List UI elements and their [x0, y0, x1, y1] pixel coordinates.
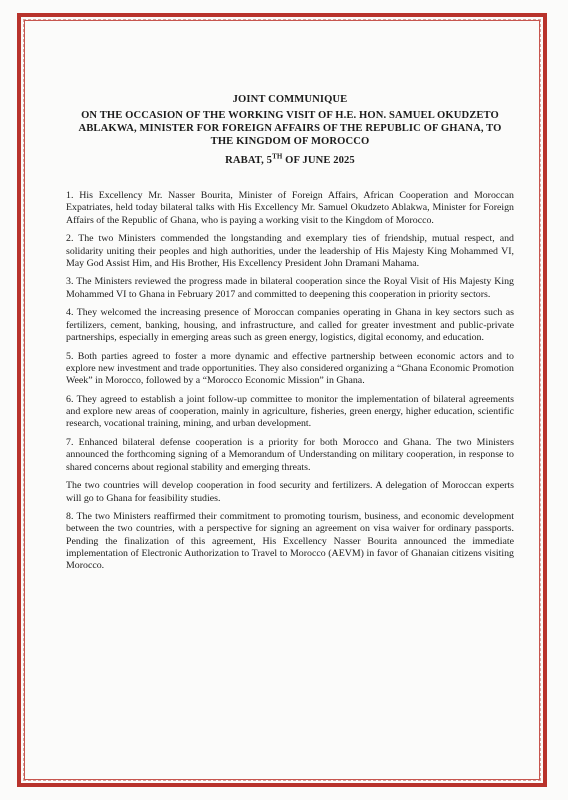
document-date	[66, 154, 514, 167]
date-prefix: RABAT, 5	[225, 155, 273, 166]
paragraph-6: 6. They agreed to establish a joint follow-up committee to monitor the implementation of bilateral agreements and explore new areas of cooperation, mainly in agriculture, fisheries, green energy, higher education, scientific research, vocational training, mining, and urban development.	[66, 393, 514, 430]
date-suffix: OF JUNE 2025	[282, 155, 355, 166]
paragraph-1: 1. His Excellency Mr. Nasser Bourita, Minister of Foreign Affairs, African Cooperation and Moroccan Expatriates, held today bilateral talks with His Excellency Mr. Samuel Okudzeto Ablakwa, Minister for Foreign Affairs of the Republic of Ghana, who is paying a working visit to the Kingdom of Morocco.	[66, 190, 514, 226]
date-superscript: TH	[272, 152, 283, 161]
paragraph-7: 7. Enhanced bilateral defense cooperation is a priority for both Morocco and Ghana. The two Ministers announced the forthcoming signing of a Memorandum of Understanding on military cooperation, in response to shared concerns about regional stability and emerging threats.	[66, 436, 514, 473]
paragraph-food-security: The two countries will develop cooperation in food security and fertilizers. A delegation of Moroccan experts will go to Ghana for feasibility studies.	[66, 480, 514, 504]
document-header	[66, 93, 514, 167]
paragraph-2: 2. The two Ministers commended the longstanding and exemplary ties of friendship, mutual respect, and solidarity uniting their peoples and high authorities, under the leadership of His Majesty King Mohammed VI, May God Assist Him, and His Brother, His Excellency President John Dramani Mahama.	[66, 233, 514, 269]
document-body	[66, 93, 514, 579]
document-title: JOINT COMMUNIQUE	[232, 94, 348, 105]
paragraph-4: 4. They welcomed the increasing presence of Moroccan companies operating in Ghana in key sectors such as fertilizers, cement, banking, housing, and infrastructure, and called for greater investment and public-private partnerships, especially in emerging areas such as green energy, logistics, digital economy, and education.	[66, 307, 514, 343]
paragraph-8: 8. The two Ministers reaffirmed their commitment to promoting tourism, business, and economic development between the two countries, with a perspective for signing an agreement on visa waiver for ordinary passports. Pending the finalization of this agreement, His Excellency Nasser Bourita announced the immediate implementation of Electronic Authorization to Travel to Morocco (AEVM) in favor of Ghanaian citizens visiting Morocco.	[66, 511, 514, 572]
paragraph-5: 5. Both parties agreed to foster a more dynamic and effective partnership between economic actors and to explore new investment and trade opportunities. They also considered organizing a “Ghana Economic Promotion Week” in Morocco, followed by a “Morocco Economic Mission” in Ghana.	[66, 350, 514, 387]
paragraph-3: 3. The Ministers reviewed the progress made in bilateral cooperation since the Royal Visit of His Majesty King Mohammed VI to Ghana in February 2017 and committed to deepening this cooperation in priority sectors.	[66, 276, 514, 300]
document-subtitle: ON THE OCCASION OF THE WORKING VISIT OF H.E. HON. SAMUEL OKUDZETO ABLAKWA, MINISTER FOR FOREIGN AFFAIRS OF THE REPUBLIC OF GHANA, TO THE KINGDOM OF MOROCCO	[78, 110, 502, 147]
